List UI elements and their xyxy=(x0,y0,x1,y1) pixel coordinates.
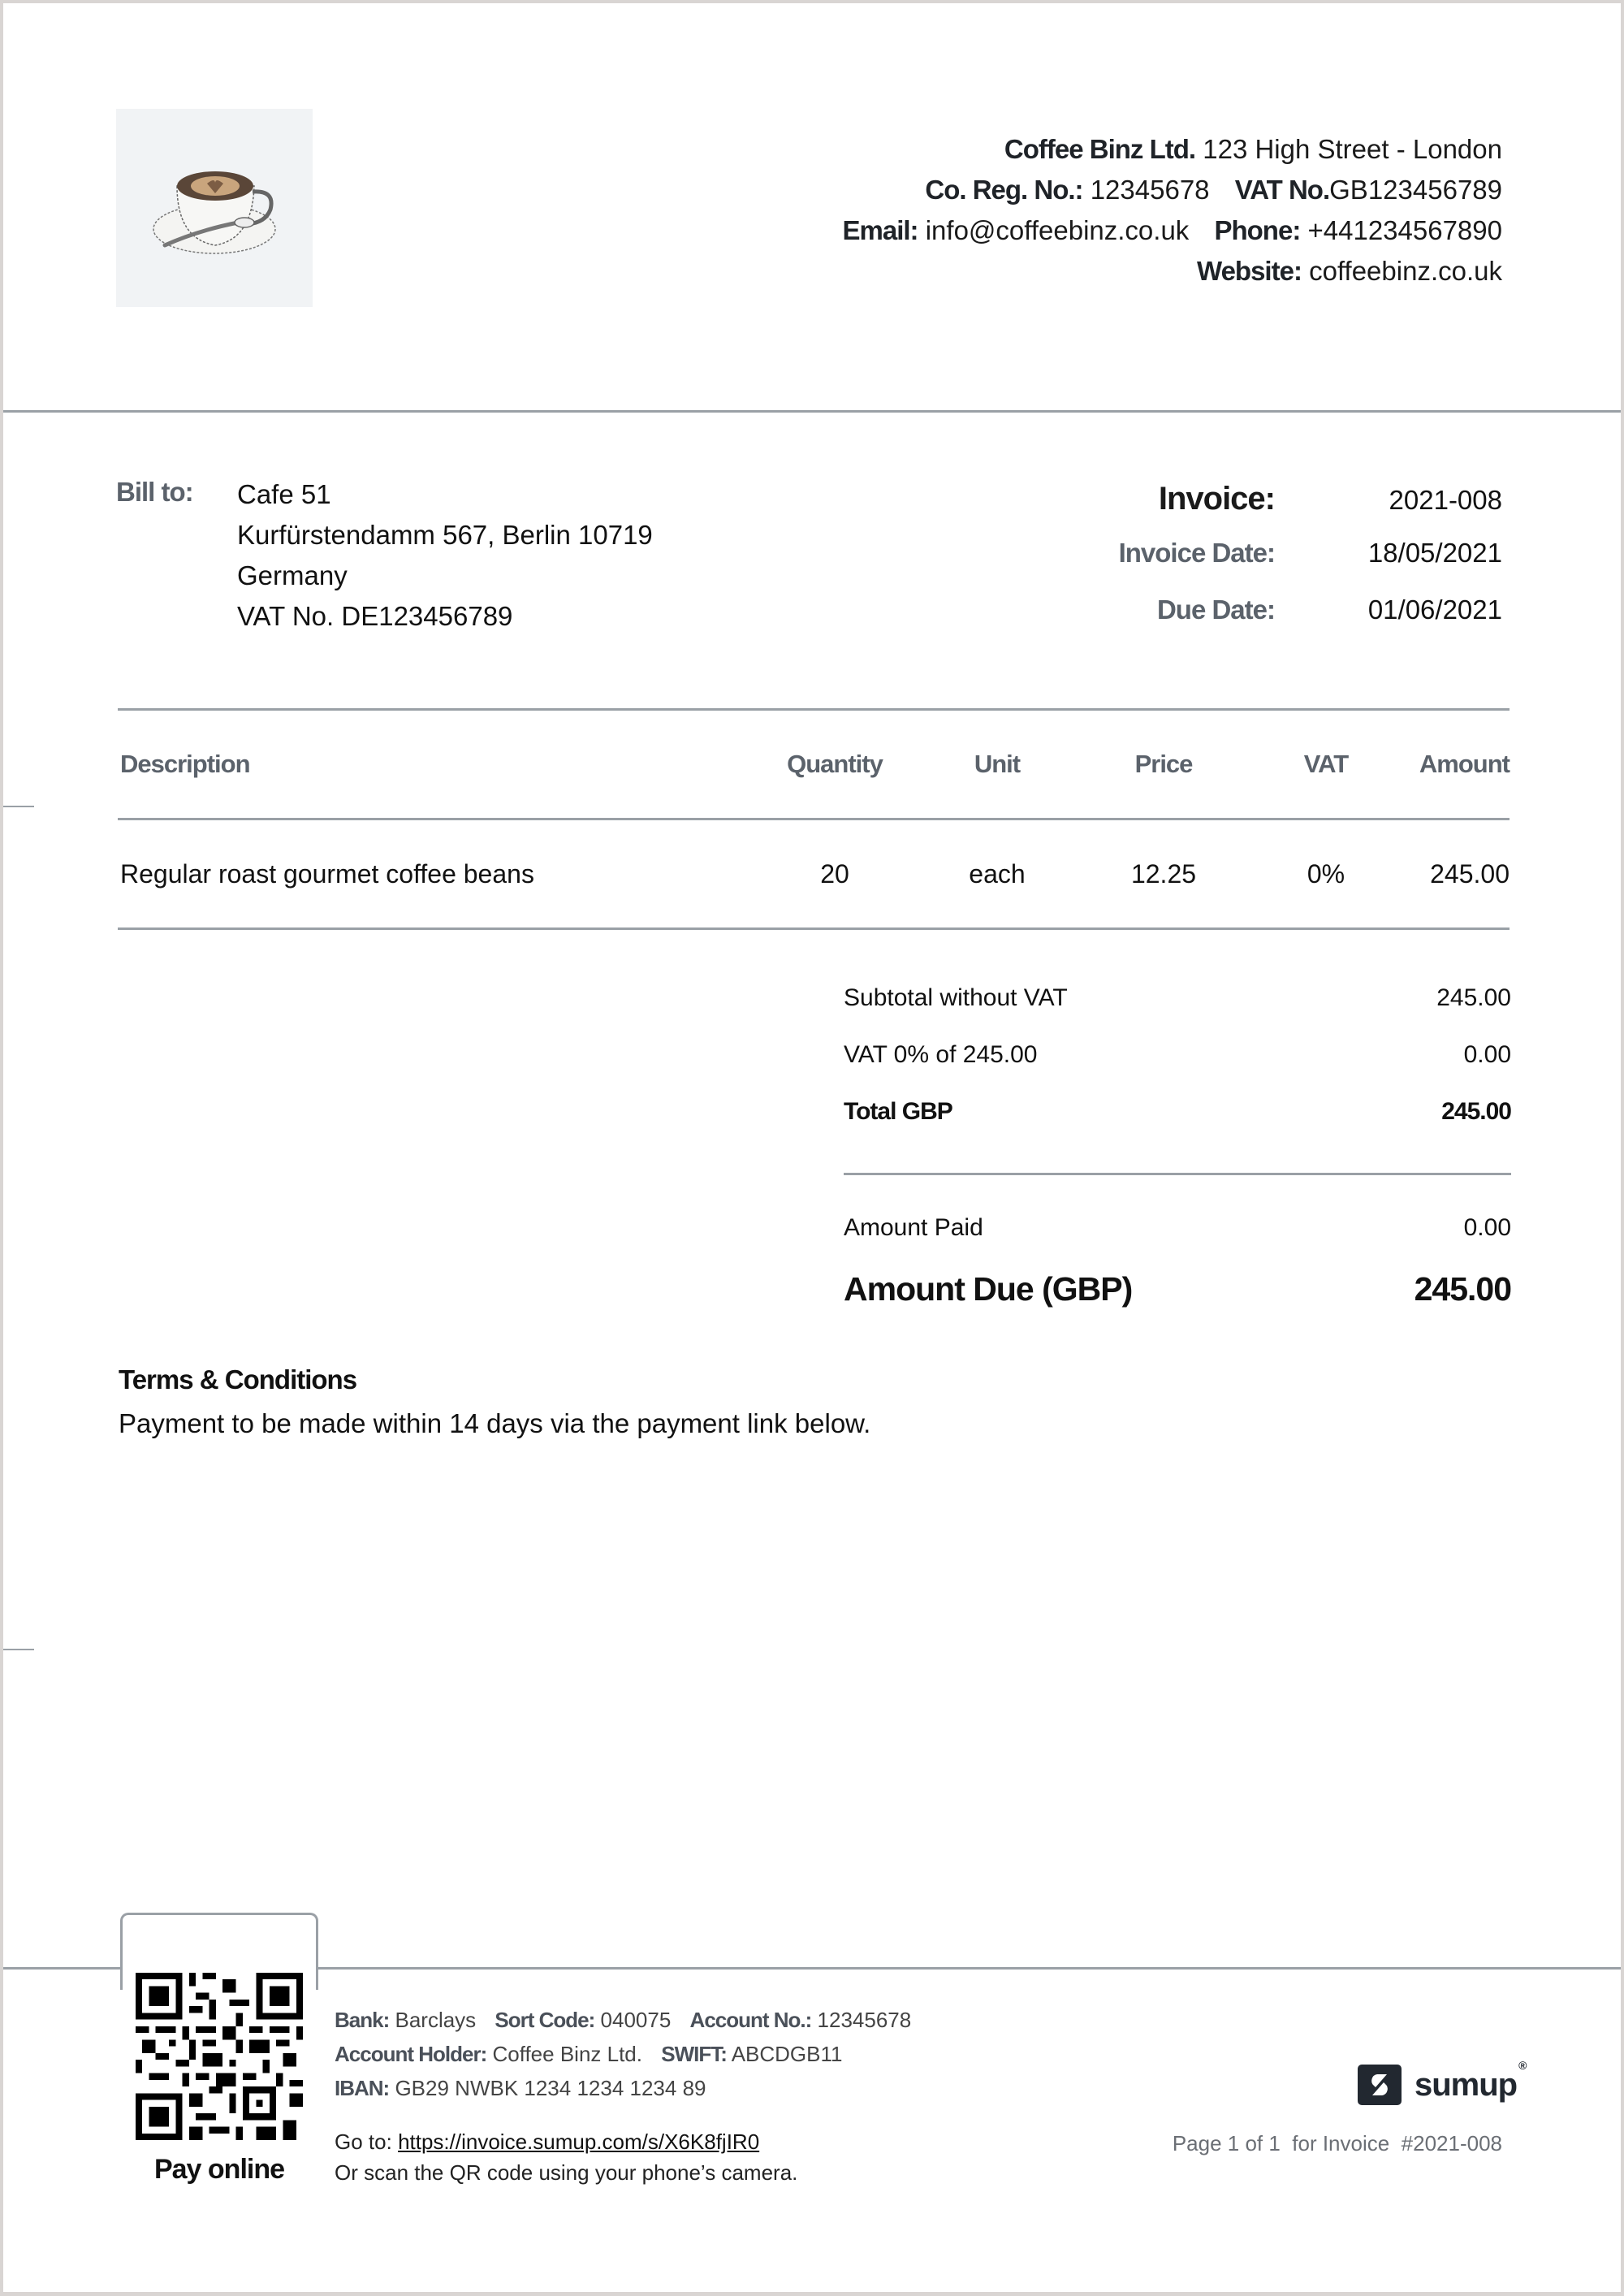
col-quantity: Quantity xyxy=(787,750,883,778)
company-address: 123 High Street - London xyxy=(1203,134,1502,164)
invoice-meta xyxy=(1015,481,1502,651)
subtotal-label: Subtotal without VAT xyxy=(844,984,1068,1011)
total-value: 245.00 xyxy=(1441,1098,1511,1125)
col-description: Description xyxy=(120,750,250,778)
vat-label: VAT 0% of 245.00 xyxy=(844,1041,1038,1068)
col-price: Price xyxy=(1134,750,1193,778)
col-amount: Amount xyxy=(1419,750,1510,778)
item-vat: 0% xyxy=(1307,858,1345,889)
terms-text: Payment to be made within 14 days via the payment link below. xyxy=(119,1408,871,1438)
due-date-label: Due Date: xyxy=(1156,595,1275,625)
sort-code-label: Sort Code: xyxy=(495,2008,595,2032)
company-info xyxy=(843,129,1503,292)
phone-label: Phone: xyxy=(1214,215,1301,245)
amount-due-label: Amount Due (GBP) xyxy=(844,1269,1133,1308)
table-row xyxy=(118,820,1510,930)
amount-due-row xyxy=(844,1256,1511,1321)
bank-value: Barclays xyxy=(395,2008,477,2032)
reg-label: Co. Reg. No.: xyxy=(925,175,1083,205)
amount-paid-value: 0.00 xyxy=(1463,1214,1511,1241)
invoice-number-row xyxy=(1015,481,1502,538)
pay-online-label: Pay online xyxy=(153,2154,285,2185)
website-value[interactable]: coffeebinz.co.uk xyxy=(1309,256,1502,286)
company-line-3 xyxy=(843,210,1503,251)
bill-to-street: Kurfürstendamm 567, Berlin 10719 xyxy=(237,520,653,550)
sumup-logo xyxy=(1358,2058,1527,2105)
goto-label: Go to: xyxy=(335,2130,392,2154)
invoice-date-row xyxy=(1015,538,1502,595)
fold-mark-top xyxy=(3,806,34,807)
bank-line-3 xyxy=(335,2071,911,2105)
total-label: Total GBP xyxy=(844,1098,952,1125)
invoice-page xyxy=(3,3,1621,2292)
phone-value[interactable]: +441234567890 xyxy=(1307,215,1502,245)
totals-block xyxy=(844,970,1511,1321)
item-quantity: 20 xyxy=(820,858,849,889)
vat-label: VAT No. xyxy=(1234,175,1330,205)
subtotal-value: 245.00 xyxy=(1436,984,1511,1011)
bank-line-2 xyxy=(335,2037,911,2071)
item-unit: each xyxy=(969,858,1026,889)
bank-label: Bank: xyxy=(335,2008,390,2032)
coffee-cup-icon xyxy=(116,109,313,307)
sumup-text: sumup xyxy=(1415,2066,1518,2103)
iban-value: GB29 NWBK 1234 1234 1234 89 xyxy=(395,2076,706,2100)
sort-code-value: 040075 xyxy=(600,2008,672,2032)
terms-title: Terms & Conditions xyxy=(119,1364,357,1394)
header-divider xyxy=(3,410,1621,413)
company-line-1 xyxy=(843,129,1503,170)
invoice-number-value: 2021-008 xyxy=(1389,485,1502,515)
account-number-value: 12345678 xyxy=(817,2008,912,2032)
email-value[interactable]: info@coffeebinz.co.uk xyxy=(925,215,1190,245)
total-row xyxy=(844,1083,1511,1140)
payment-link-block xyxy=(335,2126,797,2188)
bank-line-1 xyxy=(335,2003,911,2037)
vat-value: 0.00 xyxy=(1463,1041,1511,1068)
table-header xyxy=(118,708,1510,820)
account-number-label: Account No.: xyxy=(689,2008,812,2032)
company-line-4 xyxy=(843,251,1503,292)
company-line-2 xyxy=(843,170,1503,210)
line-items-table xyxy=(118,708,1510,930)
account-holder-value: Coffee Binz Ltd. xyxy=(492,2042,642,2066)
bill-to-vat: VAT No. DE123456789 xyxy=(237,601,513,631)
sumup-mark-icon xyxy=(1358,2065,1402,2105)
item-amount: 245.00 xyxy=(1430,858,1510,889)
payment-link[interactable]: https://invoice.sumup.com/s/X6K8fjIR0 xyxy=(398,2130,760,2154)
company-name: Coffee Binz Ltd. xyxy=(1004,134,1196,164)
invoice-number-label: Invoice: xyxy=(1158,481,1275,517)
vat-value: GB123456789 xyxy=(1329,175,1502,205)
due-date-value: 01/06/2021 xyxy=(1367,595,1502,625)
bill-to-label: Bill to: xyxy=(116,477,193,507)
amount-due-value: 245.00 xyxy=(1414,1269,1511,1308)
invoice-date-value: 18/05/2021 xyxy=(1367,538,1502,568)
totals-divider xyxy=(844,1173,1511,1175)
amount-paid-row xyxy=(844,1200,1511,1256)
item-description: Regular roast gourmet coffee beans xyxy=(120,858,534,889)
website-label: Website: xyxy=(1197,256,1302,286)
iban-label: IBAN: xyxy=(335,2076,390,2100)
scan-instruction: Or scan the QR code using your phone’s camera. xyxy=(335,2160,798,2185)
email-label: Email: xyxy=(842,215,918,245)
bill-to-address xyxy=(237,474,653,637)
amount-paid-label: Amount Paid xyxy=(844,1214,983,1241)
bill-to-country: Germany xyxy=(237,560,348,590)
subtotal-row xyxy=(844,970,1511,1027)
due-date-row xyxy=(1015,595,1502,651)
bill-to-name: Cafe 51 xyxy=(237,479,331,509)
account-holder-label: Account Holder: xyxy=(335,2042,487,2066)
invoice-date-label: Invoice Date: xyxy=(1118,538,1275,568)
col-unit: Unit xyxy=(974,750,1021,778)
qr-code-icon[interactable] xyxy=(136,1973,303,2140)
bank-details xyxy=(335,2003,911,2105)
sumup-wordmark xyxy=(1415,2058,1527,2104)
swift-value: ABCDGB11 xyxy=(731,2042,843,2066)
fold-mark-bottom xyxy=(3,1649,34,1650)
col-vat: VAT xyxy=(1303,750,1349,778)
reg-value: 12345678 xyxy=(1090,175,1210,205)
company-logo xyxy=(116,109,313,307)
registered-mark: ® xyxy=(1518,2058,1527,2072)
page-info: Page 1 of 1 for Invoice #2021-008 xyxy=(1172,2131,1502,2155)
vat-row xyxy=(844,1027,1511,1083)
goto-line xyxy=(335,2126,797,2157)
swift-label: SWIFT: xyxy=(661,2042,727,2066)
item-price: 12.25 xyxy=(1130,858,1197,889)
